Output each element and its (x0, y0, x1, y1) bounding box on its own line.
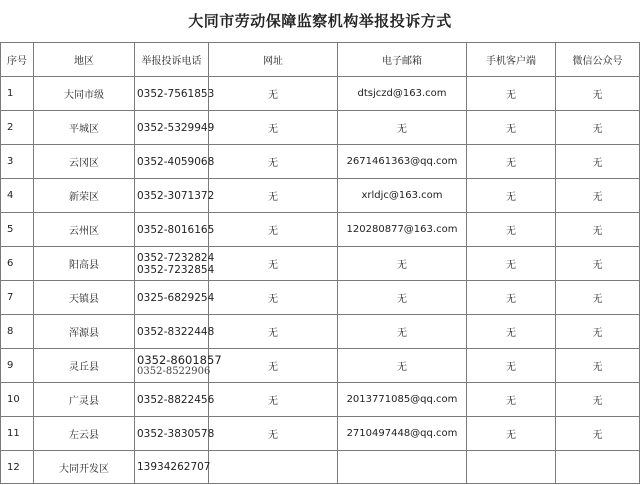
cell-wechat: 无 (556, 247, 640, 281)
cell-email: 2710497448@qq.com (338, 417, 467, 451)
cell-phone (135, 349, 222, 383)
cell-email: xrldjc@163.com (338, 179, 467, 213)
header-phone: 举报投诉电话 (135, 43, 209, 77)
cell-website (209, 451, 338, 484)
cell-email: 无 (338, 349, 467, 383)
cell-email: 无 (338, 281, 467, 315)
cell-phone (135, 179, 215, 213)
table-row (1, 315, 640, 349)
cell-phone (135, 281, 215, 315)
cell-seq: 12 (1, 451, 34, 484)
cell-wechat: 无 (556, 417, 640, 451)
cell-seq: 1 (1, 77, 34, 111)
phone-number: 0352-7232824 (137, 251, 215, 264)
table-row (1, 77, 640, 111)
cell-email: 无 (338, 111, 467, 145)
cell-region: 平城区 (34, 111, 135, 145)
cell-wechat: 无 (556, 179, 640, 213)
cell-wechat: 无 (556, 213, 640, 247)
cell-app: 无 (467, 247, 556, 281)
cell-seq: 10 (1, 383, 34, 417)
cell-region: 云州区 (34, 213, 135, 247)
cell-website: 无 (209, 247, 338, 281)
cell-wechat: 无 (556, 145, 640, 179)
cell-app: 无 (467, 281, 556, 315)
phone-number: 0352-7232854 (137, 263, 215, 276)
cell-website: 无 (209, 77, 338, 111)
cell-region: 云冈区 (34, 145, 135, 179)
phone-number: 0352-5329949 (137, 121, 215, 134)
cell-app: 无 (467, 111, 556, 145)
table-row (1, 179, 640, 213)
cell-region: 左云县 (34, 417, 135, 451)
cell-app: 无 (467, 213, 556, 247)
cell-seq: 4 (1, 179, 34, 213)
cell-seq: 9 (1, 349, 34, 383)
cell-region: 广灵县 (34, 383, 135, 417)
cell-wechat (556, 451, 640, 484)
cell-email: 2013771085@qq.com (338, 383, 467, 417)
phone-number: 0325-6829254 (137, 291, 215, 304)
table-row (1, 281, 640, 315)
header-seq: 序号 (1, 43, 34, 77)
cell-website: 无 (209, 315, 338, 349)
header-region: 地区 (34, 43, 135, 77)
phone-number: 0352-3830578 (137, 427, 215, 440)
page-title: 大同市劳动保障监察机构举报投诉方式 (188, 12, 452, 30)
cell-website: 无 (209, 383, 338, 417)
cell-wechat: 无 (556, 111, 640, 145)
cell-website: 无 (209, 281, 338, 315)
table-header-row (1, 43, 640, 77)
cell-app: 无 (467, 145, 556, 179)
cell-email: 2671461363@qq.com (338, 145, 467, 179)
cell-wechat: 无 (556, 281, 640, 315)
phone-number: 0352-8822456 (137, 393, 215, 406)
phone-number: 0352-8016165 (137, 223, 215, 236)
header-website: 网址 (209, 43, 338, 77)
cell-phone (135, 315, 215, 349)
cell-app: 无 (467, 417, 556, 451)
phone-number: 0352-8322448 (137, 325, 215, 338)
cell-seq: 8 (1, 315, 34, 349)
header-wechat: 微信公众号 (556, 43, 640, 77)
table-row (1, 213, 640, 247)
cell-app: 无 (467, 179, 556, 213)
cell-seq: 2 (1, 111, 34, 145)
cell-website: 无 (209, 213, 338, 247)
cell-phone (135, 383, 215, 417)
cell-app: 无 (467, 349, 556, 383)
table-row (1, 111, 640, 145)
cell-app: 无 (467, 383, 556, 417)
cell-app: 无 (467, 315, 556, 349)
table-row (1, 417, 640, 451)
cell-phone (135, 111, 215, 145)
cell-phone (135, 417, 215, 451)
cell-seq: 5 (1, 213, 34, 247)
cell-website: 无 (209, 145, 338, 179)
cell-app: 无 (467, 77, 556, 111)
phone-number: 0352-4059068 (137, 155, 215, 168)
cell-email (338, 451, 467, 484)
cell-region: 天镇县 (34, 281, 135, 315)
cell-region: 阳高县 (34, 247, 135, 281)
cell-phone (135, 451, 209, 484)
cell-website: 无 (209, 349, 338, 383)
table-row (1, 383, 640, 417)
phone-number: 0352-8601857 (137, 352, 222, 367)
header-app: 手机客户端 (467, 43, 556, 77)
cell-seq: 6 (1, 247, 34, 281)
cell-app (467, 451, 556, 484)
cell-region: 大同开发区 (34, 451, 135, 484)
cell-region: 新荣区 (34, 179, 135, 213)
cell-phone (135, 77, 215, 111)
cell-region: 浑源县 (34, 315, 135, 349)
phone-number: 0352-8522906 (137, 365, 211, 377)
table-row (1, 451, 640, 484)
table-row (1, 145, 640, 179)
cell-region: 灵丘县 (34, 349, 135, 383)
phone-number: 0352-7561853 (137, 87, 215, 100)
cell-email: 120280877@163.com (338, 213, 467, 247)
phone-number: 13934262707 (137, 461, 211, 473)
cell-region: 大同市级 (34, 77, 135, 111)
cell-website: 无 (209, 417, 338, 451)
cell-email: dtsjczd@163.com (338, 77, 467, 111)
cell-wechat: 无 (556, 77, 640, 111)
cell-seq: 7 (1, 281, 34, 315)
cell-website: 无 (209, 179, 338, 213)
phone-number: 0352-3071372 (137, 189, 215, 202)
header-email: 电子邮箱 (338, 43, 467, 77)
cell-seq: 11 (1, 417, 34, 451)
cell-email: 无 (338, 315, 467, 349)
cell-wechat: 无 (556, 349, 640, 383)
table-row (1, 349, 640, 383)
cell-seq: 3 (1, 145, 34, 179)
cell-phone (135, 145, 215, 179)
table-row (1, 247, 640, 281)
complaint-contact-table (0, 42, 640, 484)
cell-website: 无 (209, 111, 338, 145)
cell-phone (135, 247, 215, 281)
cell-wechat: 无 (556, 383, 640, 417)
cell-wechat: 无 (556, 315, 640, 349)
cell-email: 无 (338, 247, 467, 281)
cell-phone (135, 213, 215, 247)
